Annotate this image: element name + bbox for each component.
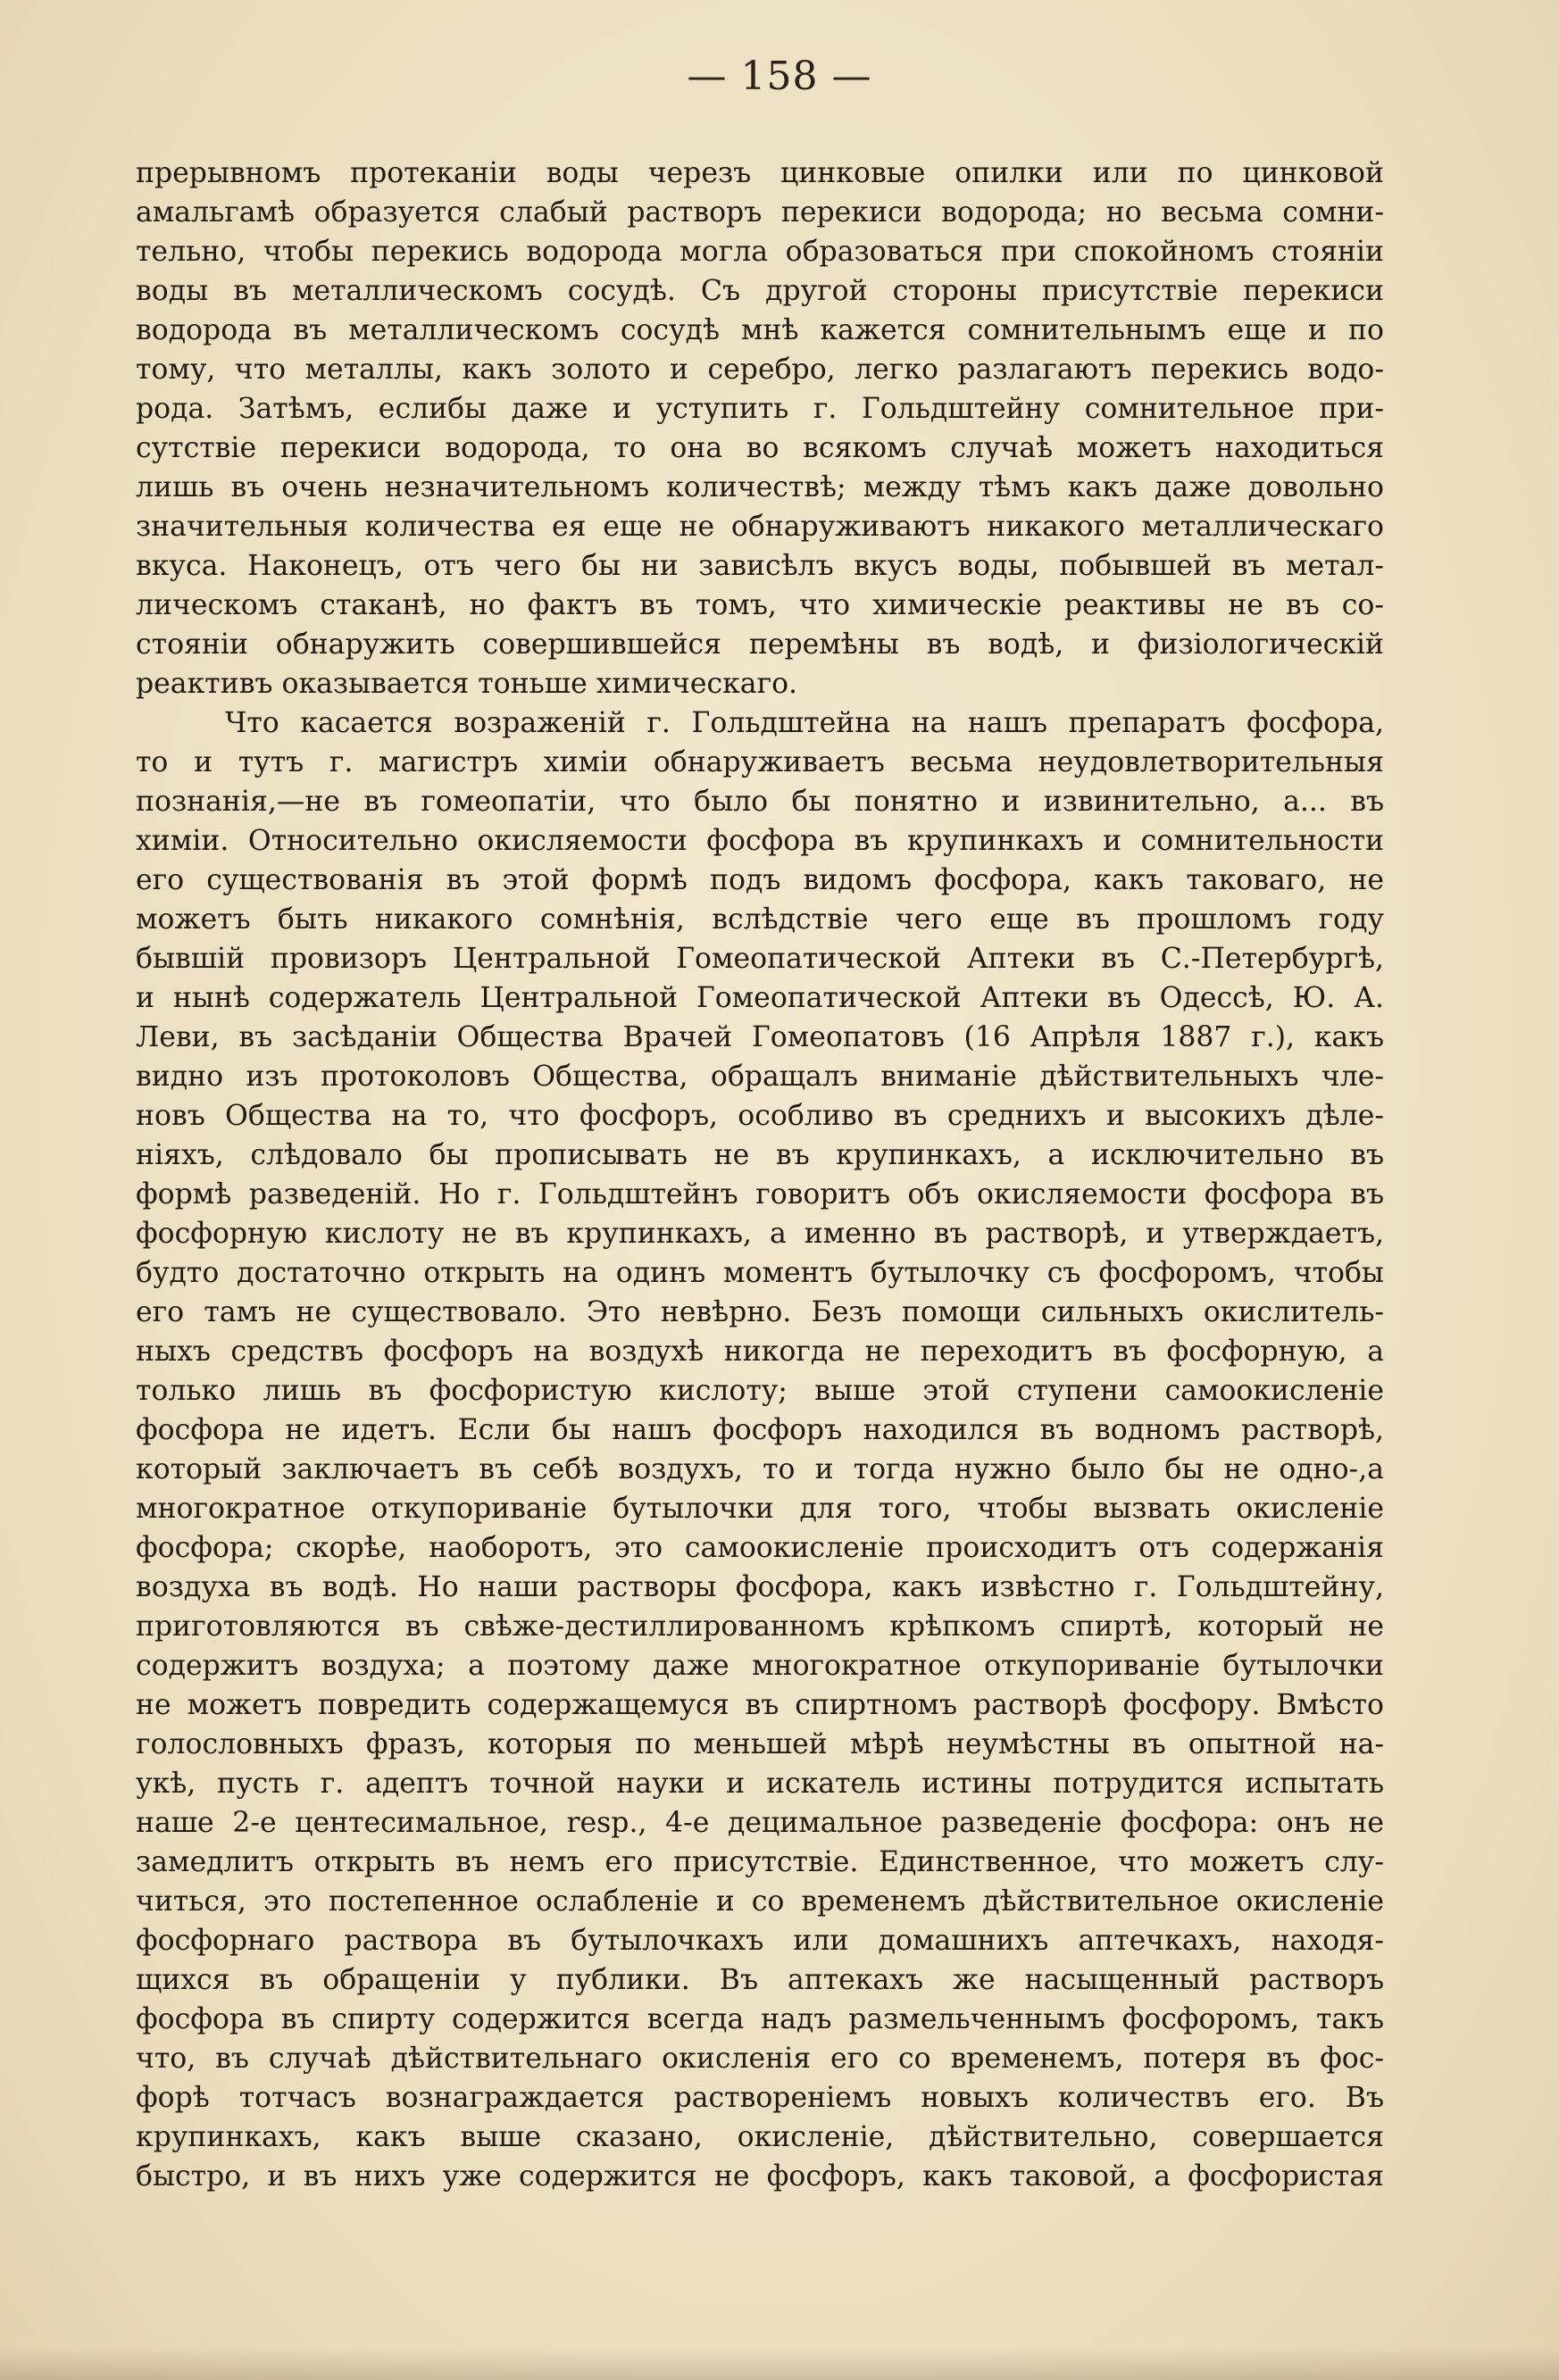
text-line: стояніи обнаружить совершившейся перемѣны въ водѣ, и физіологическій [136,628,1384,661]
text-line: приготовляются въ свѣже-дестиллированномъ крѣпкомъ спиртѣ, который не [136,1610,1384,1643]
text-line: фосфора; скорѣе, наоборотъ, это самоокисленіе происходитъ отъ содержанія [136,1532,1384,1564]
text-line: не можетъ повредить содержащемуся въ спиртномъ растворѣ фосфору. Вмѣсто [136,1689,1384,1721]
text-line: тельно, чтобы перекись водорода могла образоваться при спокойномъ стояніи [136,236,1384,268]
text-line: бывшій провизоръ Центральной Гомеопатической Аптеки въ С.-Петербургѣ, [136,943,1384,975]
text-line: можетъ быть никакого сомнѣнія, вслѣдствіе чего еще въ прошломъ году [136,903,1384,936]
text-line: что, въ случаѣ дѣйствительнаго окисленія его со временемъ, потеря въ фос- [136,2043,1384,2075]
text-line: фосфорную кислоту не въ крупинкахъ, а именно въ растворѣ, и утверждаетъ, [136,1218,1384,1250]
text-line: форѣ тотчасъ вознаграждается раствореніемъ новыхъ количествъ его. Въ [136,2082,1384,2114]
text-line: многократное откупориваніе бутылочки для того, чтобы вызвать окисленіе [136,1493,1384,1525]
text-line: быстро, и въ нихъ уже содержится не фосфоръ, какъ таковой, а фосфористая [136,2160,1384,2193]
text-line: лическомъ стаканѣ, но фактъ въ томъ, что химическіе реактивы не въ со- [136,589,1384,621]
text-line: фосфора въ спирту содержится всегда надъ размельченнымъ фосфоромъ, такъ [136,2003,1384,2035]
text-line: водорода въ металлическомъ сосудѣ мнѣ кажется сомнительнымъ еще и по [136,314,1384,346]
text-line: видно изъ протоколовъ Общества, обращалъ вниманіе дѣйствительныхъ чле- [136,1061,1384,1093]
text-line: и нынѣ содержатель Центральной Гомеопатической Аптеки въ Одессѣ, Ю. А. [136,982,1384,1014]
text-line: сутствіе перекиси водорода, то она во всякомъ случаѣ можетъ находиться [136,432,1384,464]
text-line: формѣ разведеній. Но г. Гольдштейнъ говоритъ объ окисляемости фосфора въ [136,1178,1384,1211]
text-line: новъ Общества на то, что фосфоръ, особливо въ среднихъ и высокихъ дѣле- [136,1100,1384,1132]
text-line: фосфора не идетъ. Если бы нашъ фосфоръ находился въ водномъ растворѣ, [136,1414,1384,1446]
text-line: содержитъ воздуха; а поэтому даже многократное откупориваніе бутылочки [136,1650,1384,1682]
text-line: голословныхъ фразъ, которыя по меньшей мѣрѣ неумѣстны въ опытной на- [136,1728,1384,1760]
text-line: прерывномъ протеканіи воды черезъ цинковые опилки или по цинковой [136,157,1384,189]
text-line: наше 2-е центесимальное, resp., 4-е децимальное разведеніе фосфора: онъ не [136,1807,1384,1839]
text-line: рода. Затѣмъ, еслибы даже и уступить г. Гольдштейну сомнительное при- [136,393,1384,425]
text-line: ніяхъ, слѣдовало бы прописывать не въ крупинкахъ, а исключительно въ [136,1139,1384,1171]
paragraph-2 [136,703,1384,2196]
text-line: замедлитъ открыть въ немъ его присутствіе. Единственное, что можетъ слу- [136,1846,1384,1878]
body-text [136,154,1384,2196]
text-line: фосфорнаго раствора въ бутылочкахъ или домашнихъ аптечкахъ, находя- [136,1925,1384,1957]
text-line: ныхъ средствъ фосфоръ на воздухѣ никогда не переходитъ въ фосфорную, а [136,1336,1384,1368]
text-line: Что касается возраженій г. Гольдштейна на нашъ препаратъ фосфора, [225,707,1384,739]
text-line: познанія,—не въ гомеопатіи, что было бы понятно и извинительно, а... въ [136,786,1384,818]
text-line: Леви, въ засѣданіи Общества Врачей Гомеопатовъ (16 Апрѣля 1887 г.), какъ [136,1021,1384,1053]
text-line: реактивъ оказывается тоньше химическаго. [136,668,798,700]
text-line: его существованія въ этой формѣ подъ видомъ фосфора, какъ таковаго, не [136,864,1384,896]
text-line: то и тутъ г. магистръ химіи обнаруживаетъ весьма неудовлетворительныя [136,746,1384,778]
text-line: читься, это постепенное ослабленіе и со временемъ дѣйствительное окисленіе [136,1885,1384,1918]
text-line: воды въ металлическомъ сосудѣ. Съ другой стороны присутствіе перекиси [136,275,1384,307]
text-line: только лишь въ фосфористую кислоту; выше этой ступени самоокисленіе [136,1375,1384,1407]
text-line: лишь въ очень незначительномъ количествѣ; между тѣмъ какъ даже довольно [136,471,1384,503]
text-line: укѣ, пусть г. адептъ точной науки и искатель истины потрудится испытать [136,1768,1384,1800]
text-line: значительныя количества ея еще не обнаруживаютъ никакого металлическаго [136,511,1384,543]
text-line: который заключаетъ въ себѣ воздухъ, то и тогда нужно было бы не одно-,а [136,1453,1384,1485]
text-line: его тамъ не существовало. Это невѣрно. Безъ помощи сильныхъ окислитель- [136,1296,1384,1328]
paragraph-1 [136,154,1384,703]
text-line: будто достаточно открыть на одинъ моментъ бутылочку съ фосфоромъ, чтобы [136,1257,1384,1289]
page-number: — 158 — [687,54,872,99]
text-line: тому, что металлы, какъ золото и серебро, легко разлагаютъ перекись водо- [136,354,1384,386]
page-edge-shadow [0,2348,1559,2380]
text-line: щихся въ обращеніи у публики. Въ аптекахъ же насыщенный растворъ [136,1964,1384,1996]
text-line: крупинкахъ, какъ выше сказано, окисленіе, дѣйствительно, совершается [136,2121,1384,2153]
text-line: воздуха въ водѣ. Но наши растворы фосфора, какъ извѣстно г. Гольдштейну, [136,1571,1384,1603]
text-line: вкуса. Наконецъ, отъ чего бы ни зависѣлъ вкусъ воды, побывшей въ метал- [136,550,1384,582]
text-line: амальгамѣ образуется слабый растворъ перекиси водорода; но весьма сомни- [136,196,1384,229]
text-line: химіи. Относительно окисляемости фосфора въ крупинкахъ и сомнительности [136,825,1384,857]
